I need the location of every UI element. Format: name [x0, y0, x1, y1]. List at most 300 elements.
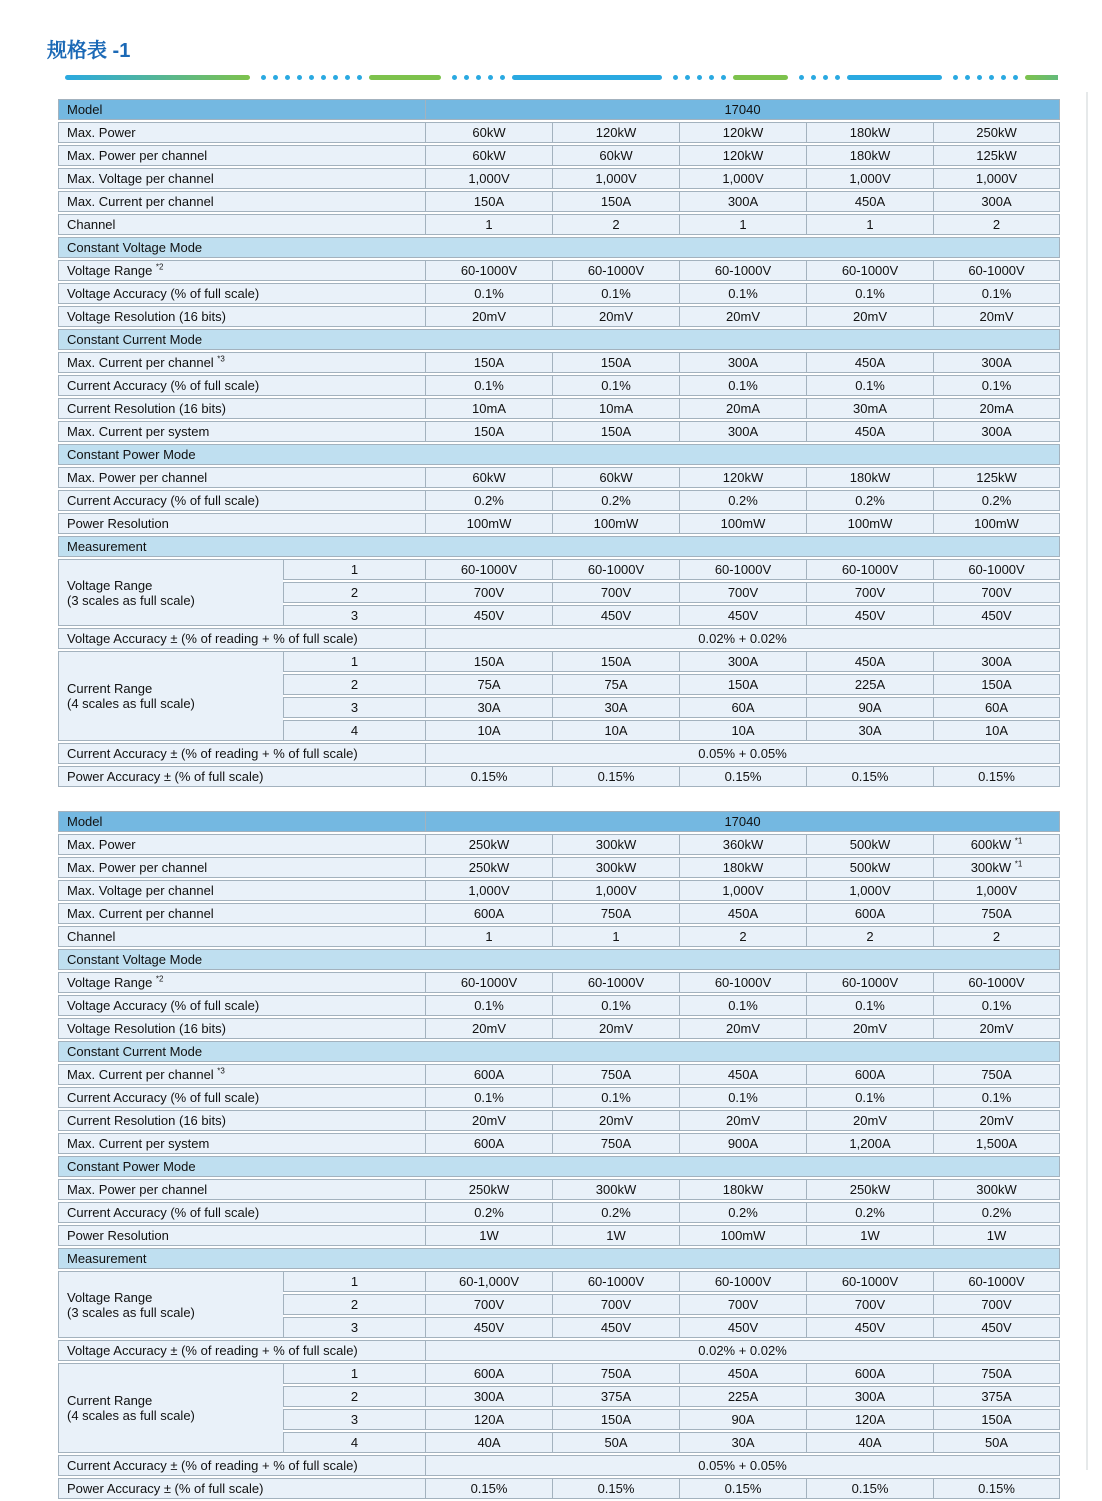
spec-value-cell: 60-1000V — [933, 559, 1060, 580]
spec-value-cell: 1,000V — [806, 880, 933, 901]
spec-value-cell: 450V — [552, 605, 679, 626]
separator-bar — [1025, 75, 1058, 80]
spec-row — [58, 513, 1060, 534]
spec-value-cell: 90A — [679, 1409, 806, 1430]
spec-value-cell: 700V — [806, 1294, 933, 1315]
spec-span-value-cell: 0.02% + 0.02% — [425, 1340, 1060, 1361]
page-right-edge — [1086, 92, 1088, 1470]
scale-index-cell: 3 — [283, 605, 425, 626]
spec-value-cell: 225A — [806, 674, 933, 695]
spec-row — [58, 1202, 1060, 1223]
spec-value-cell: 60-1000V — [552, 1271, 679, 1292]
section-title-cell: Constant Current Mode — [58, 1041, 1060, 1062]
spec-value-cell: 0.15% — [806, 1478, 933, 1499]
spec-value-cell: 1W — [552, 1225, 679, 1246]
spec-value-cell: 500kW — [806, 857, 933, 878]
spec-value-cell: 150A — [552, 651, 679, 672]
spec-value-cell: 0.2% — [425, 490, 552, 511]
spec-value-cell: 700V — [933, 582, 1060, 603]
spec-value-cell: 2 — [552, 214, 679, 235]
spec-label-cell: Power Accuracy ± (% of full scale) — [58, 766, 425, 787]
spec-value-cell: 150A — [552, 421, 679, 442]
section-header-row — [58, 237, 1060, 258]
spec-value-cell: 10A — [425, 720, 552, 741]
spec-value-cell: 20mV — [806, 1110, 933, 1131]
spec-value-cell: 0.2% — [679, 490, 806, 511]
spec-value-cell: 300A — [933, 651, 1060, 672]
separator-dot — [464, 75, 469, 80]
model-value-cell: 17040 — [425, 99, 1060, 120]
spec-row — [58, 122, 1060, 143]
spec-value-cell: 2 — [806, 926, 933, 947]
spec-value-cell: 20mV — [806, 1018, 933, 1039]
spec-row — [58, 1179, 1060, 1200]
spec-value-cell: 700V — [425, 1294, 552, 1315]
spec-value-cell: 150A — [425, 421, 552, 442]
spec-value-cell: 0.15% — [552, 766, 679, 787]
scale-index-cell: 1 — [283, 559, 425, 580]
spec-value-cell: 0.15% — [679, 1478, 806, 1499]
separator-dot — [1013, 75, 1018, 80]
spec-value-cell: 30A — [679, 1432, 806, 1453]
spec-value-cell: 60-1000V — [806, 260, 933, 281]
spec-value-cell: 700V — [679, 1294, 806, 1315]
section-header-row — [58, 1041, 1060, 1062]
spec-label-cell: Max. Current per channel — [58, 191, 425, 212]
separator-dot — [345, 75, 350, 80]
spec-value-cell: 30A — [806, 720, 933, 741]
spec-value-cell: 300A — [679, 421, 806, 442]
separator-dot — [697, 75, 702, 80]
spec-label-cell: Voltage Accuracy ± (% of reading + % of full scale) — [58, 1340, 425, 1361]
separator-dot — [273, 75, 278, 80]
spec-value-cell: 0.15% — [552, 1478, 679, 1499]
model-label-cell: Model — [58, 99, 425, 120]
spec-value-cell: 40A — [425, 1432, 552, 1453]
spec-value-cell: 450V — [806, 605, 933, 626]
spec-label-cell: Current Accuracy ± (% of reading + % of full scale) — [58, 1455, 425, 1476]
spec-value-cell: 100mW — [933, 513, 1060, 534]
spec-value-cell: 20mV — [425, 1110, 552, 1131]
spec-value-cell: 0.15% — [679, 766, 806, 787]
spec-label-cell: Current Accuracy ± (% of reading + % of full scale) — [58, 743, 425, 764]
scale-index-cell: 2 — [283, 1294, 425, 1315]
spec-label-cell: Current Resolution (16 bits) — [58, 1110, 425, 1131]
spec-value-cell: 600A — [425, 1064, 552, 1085]
spec-row — [58, 1225, 1060, 1246]
spec-row — [58, 857, 1060, 878]
spec-value-cell: 375A — [933, 1386, 1060, 1407]
spec-value-cell: 900A — [679, 1133, 806, 1154]
spec-value-cell: 0.1% — [933, 283, 1060, 304]
spec-row — [58, 972, 1060, 993]
spec-row — [58, 834, 1060, 855]
spec-label-cell: Max. Current per channel — [58, 903, 425, 924]
spec-row — [58, 995, 1060, 1016]
spec-value-cell: 150A — [933, 674, 1060, 695]
spec-row — [58, 1087, 1060, 1108]
spec-label-cell: Voltage Accuracy (% of full scale) — [58, 283, 425, 304]
spec-group-label-cell: Voltage Range (3 scales as full scale) — [58, 1271, 283, 1338]
spec-value-cell: 450V — [679, 605, 806, 626]
spec-value-cell: 450A — [679, 1064, 806, 1085]
spec-row — [58, 1478, 1060, 1499]
spec-value-cell: 0.15% — [425, 766, 552, 787]
model-value-cell: 17040 — [425, 811, 1060, 832]
spec-label-cell: Voltage Resolution (16 bits) — [58, 306, 425, 327]
spec-row — [58, 398, 1060, 419]
spec-value-cell: 20mV — [552, 306, 679, 327]
spec-value-cell: 450V — [806, 1317, 933, 1338]
spec-value-cell: 60-1,000V — [425, 1271, 552, 1292]
spec-value-cell: 0.15% — [806, 766, 933, 787]
spec-value-cell: 180kW — [806, 122, 933, 143]
model-header-row — [58, 811, 1060, 832]
scale-index-cell: 3 — [283, 697, 425, 718]
spec-value-cell: 300A — [933, 191, 1060, 212]
spec-value-cell: 250kW — [425, 1179, 552, 1200]
spec-label-cell: Max. Power — [58, 122, 425, 143]
spec-label-cell: Current Accuracy (% of full scale) — [58, 490, 425, 511]
separator-dot — [476, 75, 481, 80]
spec-value-cell: 1W — [933, 1225, 1060, 1246]
spec-value-cell: 150A — [679, 674, 806, 695]
separator-dot — [297, 75, 302, 80]
spec-value-cell: 750A — [933, 903, 1060, 924]
spec-value-cell: 700V — [679, 582, 806, 603]
spec-value-cell: 20mV — [679, 1018, 806, 1039]
spec-row — [58, 903, 1060, 924]
spec-value-cell: 1,200A — [806, 1133, 933, 1154]
spec-label-cell: Max. Current per channel $^{*3}$ — [58, 1064, 425, 1085]
spec-row — [58, 766, 1060, 787]
spec-label-cell: Max. Current per system — [58, 421, 425, 442]
spec-label-cell: Max. Power per channel — [58, 145, 425, 166]
spec-value-cell: 450V — [425, 605, 552, 626]
spec-value-cell: 20mV — [679, 306, 806, 327]
spec-value-cell: 125kW — [933, 467, 1060, 488]
spec-table-1 — [58, 97, 1060, 789]
spec-value-cell: 75A — [552, 674, 679, 695]
spec-value-cell: 60kW — [425, 122, 552, 143]
spec-value-cell: 60-1000V — [552, 972, 679, 993]
scale-index-cell: 3 — [283, 1317, 425, 1338]
spec-value-cell: 0.1% — [806, 375, 933, 396]
spec-value-cell: 600A — [425, 1133, 552, 1154]
spec-label-cell: Max. Current per system — [58, 1133, 425, 1154]
spec-value-cell: 20mV — [425, 306, 552, 327]
spec-row — [58, 375, 1060, 396]
spec-value-cell: 20mV — [425, 1018, 552, 1039]
model-header-row — [58, 99, 1060, 120]
spec-label-cell: Power Resolution — [58, 513, 425, 534]
spec-row — [58, 628, 1060, 649]
spec-value-cell: 60-1000V — [679, 972, 806, 993]
spec-value-cell: 750A — [552, 1133, 679, 1154]
spec-value-cell: 1W — [806, 1225, 933, 1246]
section-title-cell: Constant Power Mode — [58, 444, 1060, 465]
spec-value-cell: 0.2% — [806, 1202, 933, 1223]
separator-dot — [333, 75, 338, 80]
separator-bar — [847, 75, 942, 80]
spec-value-cell: 90A — [806, 697, 933, 718]
spec-value-cell: 450V — [933, 1317, 1060, 1338]
spec-subrow — [58, 1363, 1060, 1384]
separator-bar — [369, 75, 441, 80]
section-title-cell: Constant Voltage Mode — [58, 949, 1060, 970]
spec-row — [58, 880, 1060, 901]
separator-dot — [357, 75, 362, 80]
spec-value-cell: 360kW — [679, 834, 806, 855]
spec-row — [58, 145, 1060, 166]
spec-value-cell: 60A — [933, 697, 1060, 718]
spec-span-value-cell: 0.02% + 0.02% — [425, 628, 1060, 649]
spec-value-cell: 450V — [425, 1317, 552, 1338]
spec-value-cell: 150A — [425, 352, 552, 373]
spec-value-cell: 10A — [679, 720, 806, 741]
spec-value-cell: 60-1000V — [933, 1271, 1060, 1292]
spec-value-cell: 0.1% — [425, 995, 552, 1016]
spec-value-cell: 60kW — [425, 467, 552, 488]
spec-label-cell: Current Accuracy (% of full scale) — [58, 1202, 425, 1223]
spec-value-cell: 750A — [552, 903, 679, 924]
spec-value-cell: 250kW — [425, 834, 552, 855]
spec-value-cell: 600kW $^{*1}$ — [933, 834, 1060, 855]
spec-value-cell: 1,000V — [679, 880, 806, 901]
spec-table-2 — [58, 809, 1060, 1501]
page-title: 规格表 -1 — [47, 40, 131, 62]
spec-row — [58, 1018, 1060, 1039]
spec-value-cell: 0.1% — [679, 283, 806, 304]
spec-row — [58, 1110, 1060, 1131]
spec-span-value-cell: 0.05% + 0.05% — [425, 743, 1060, 764]
spec-label-cell: Power Accuracy ± (% of full scale) — [58, 1478, 425, 1499]
section-header-row — [58, 1248, 1060, 1269]
spec-value-cell: 60-1000V — [552, 260, 679, 281]
separator-dot — [261, 75, 266, 80]
spec-value-cell: 700V — [933, 1294, 1060, 1315]
spec-value-cell: 0.2% — [679, 1202, 806, 1223]
spec-value-cell: 0.2% — [806, 490, 933, 511]
spec-value-cell: 700V — [425, 582, 552, 603]
spec-value-cell: 600A — [806, 1363, 933, 1384]
spec-value-cell: 0.2% — [425, 1202, 552, 1223]
spec-value-cell: 100mW — [679, 513, 806, 534]
spec-value-cell: 180kW — [679, 857, 806, 878]
spec-value-cell: 700V — [552, 582, 679, 603]
scale-index-cell: 2 — [283, 1386, 425, 1407]
spec-value-cell: 300kW — [552, 834, 679, 855]
spec-row — [58, 306, 1060, 327]
spec-value-cell: 450A — [806, 651, 933, 672]
spec-value-cell: 120kW — [552, 122, 679, 143]
spec-value-cell: 1 — [425, 214, 552, 235]
scale-index-cell: 1 — [283, 651, 425, 672]
spec-value-cell: 20mV — [933, 1018, 1060, 1039]
spec-value-cell: 2 — [933, 214, 1060, 235]
spec-value-cell: 500kW — [806, 834, 933, 855]
spec-value-cell: 60-1000V — [933, 260, 1060, 281]
spec-value-cell: 50A — [933, 1432, 1060, 1453]
spec-label-cell: Channel — [58, 214, 425, 235]
spec-value-cell: 60kW — [552, 467, 679, 488]
spec-value-cell: 300A — [933, 421, 1060, 442]
spec-value-cell: 0.1% — [679, 375, 806, 396]
spec-value-cell: 0.15% — [933, 766, 1060, 787]
spec-value-cell: 0.15% — [933, 1478, 1060, 1499]
spec-label-cell: Current Resolution (16 bits) — [58, 398, 425, 419]
spec-value-cell: 450A — [679, 903, 806, 924]
spec-value-cell: 0.1% — [552, 995, 679, 1016]
scale-index-cell: 4 — [283, 720, 425, 741]
spec-value-cell: 30A — [552, 697, 679, 718]
spec-value-cell: 125kW — [933, 145, 1060, 166]
spec-value-cell: 300kW — [933, 1179, 1060, 1200]
spec-row — [58, 490, 1060, 511]
spec-value-cell: 180kW — [806, 467, 933, 488]
spec-label-cell: Max. Voltage per channel — [58, 168, 425, 189]
spec-value-cell: 300A — [679, 651, 806, 672]
spec-value-cell: 20mV — [679, 1110, 806, 1131]
scale-index-cell: 2 — [283, 674, 425, 695]
spec-value-cell: 0.1% — [425, 375, 552, 396]
spec-value-cell: 0.1% — [552, 375, 679, 396]
spec-label-cell: Max. Power — [58, 834, 425, 855]
spec-row — [58, 421, 1060, 442]
spec-value-cell: 150A — [552, 352, 679, 373]
separator-dot — [953, 75, 958, 80]
spec-value-cell: 20mV — [933, 306, 1060, 327]
separator-dot — [500, 75, 505, 80]
scale-index-cell: 1 — [283, 1271, 425, 1292]
spec-value-cell: 225A — [679, 1386, 806, 1407]
spec-value-cell: 0.2% — [552, 1202, 679, 1223]
spec-label-cell: Voltage Accuracy (% of full scale) — [58, 995, 425, 1016]
spec-value-cell: 0.1% — [552, 283, 679, 304]
spec-row — [58, 283, 1060, 304]
spec-value-cell: 60A — [679, 697, 806, 718]
spec-value-cell: 450A — [806, 191, 933, 212]
spec-row — [58, 467, 1060, 488]
spec-value-cell: 75A — [425, 674, 552, 695]
section-title-cell: Measurement — [58, 536, 1060, 557]
spec-value-cell: 120A — [806, 1409, 933, 1430]
spec-value-cell: 60-1000V — [425, 972, 552, 993]
separator-bar — [733, 75, 788, 80]
spec-value-cell: 60-1000V — [806, 559, 933, 580]
spec-value-cell: 10mA — [425, 398, 552, 419]
spec-value-cell: 750A — [552, 1363, 679, 1384]
spec-value-cell: 600A — [806, 903, 933, 924]
spec-value-cell: 0.1% — [806, 283, 933, 304]
spec-value-cell: 20mA — [933, 398, 1060, 419]
spec-row — [58, 1455, 1060, 1476]
scale-index-cell: 4 — [283, 1432, 425, 1453]
spec-value-cell: 60-1000V — [425, 559, 552, 580]
spec-value-cell: 20mV — [552, 1110, 679, 1131]
spec-value-cell: 2 — [933, 926, 1060, 947]
spec-value-cell: 60kW — [425, 145, 552, 166]
spec-value-cell: 1,000V — [679, 168, 806, 189]
spec-value-cell: 300A — [933, 352, 1060, 373]
separator-dot — [285, 75, 290, 80]
spec-value-cell: 0.1% — [679, 995, 806, 1016]
spec-value-cell: 60-1000V — [425, 260, 552, 281]
spec-value-cell: 20mA — [679, 398, 806, 419]
spec-row — [58, 1064, 1060, 1085]
scale-index-cell: 1 — [283, 1363, 425, 1384]
spec-value-cell: 60-1000V — [679, 260, 806, 281]
spec-value-cell: 60-1000V — [806, 1271, 933, 1292]
spec-value-cell: 150A — [552, 1409, 679, 1430]
spec-value-cell: 120A — [425, 1409, 552, 1430]
spec-group-label-cell: Current Range (4 scales as full scale) — [58, 1363, 283, 1453]
spec-value-cell: 300kW — [552, 1179, 679, 1200]
spec-value-cell: 50A — [552, 1432, 679, 1453]
spec-value-cell: 30mA — [806, 398, 933, 419]
spec-value-cell: 1,000V — [933, 880, 1060, 901]
spec-value-cell: 1 — [806, 214, 933, 235]
spec-subrow — [58, 559, 1060, 580]
scale-index-cell: 3 — [283, 1409, 425, 1430]
spec-subrow — [58, 651, 1060, 672]
separator-dot — [799, 75, 804, 80]
spec-label-cell: Current Accuracy (% of full scale) — [58, 375, 425, 396]
separator-dot — [1001, 75, 1006, 80]
spec-value-cell: 450A — [806, 352, 933, 373]
section-header-row — [58, 536, 1060, 557]
separator-dot — [965, 75, 970, 80]
spec-value-cell: 60-1000V — [679, 559, 806, 580]
separator-dot — [709, 75, 714, 80]
spec-value-cell: 250kW — [425, 857, 552, 878]
spec-value-cell: 0.2% — [933, 490, 1060, 511]
spec-value-cell: 300kW — [552, 857, 679, 878]
spec-value-cell: 30A — [425, 697, 552, 718]
spec-label-cell: Voltage Resolution (16 bits) — [58, 1018, 425, 1039]
spec-label-cell: Max. Power per channel — [58, 857, 425, 878]
spec-value-cell: 600A — [425, 903, 552, 924]
separator-dot — [823, 75, 828, 80]
spec-value-cell: 2 — [679, 926, 806, 947]
spec-value-cell: 60-1000V — [933, 972, 1060, 993]
spec-value-cell: 20mV — [806, 306, 933, 327]
separator-dot — [989, 75, 994, 80]
separator-dot — [685, 75, 690, 80]
spec-value-cell: 0.1% — [679, 1087, 806, 1108]
spec-row — [58, 926, 1060, 947]
spec-value-cell: 150A — [552, 191, 679, 212]
decorative-separator-line — [65, 74, 1058, 80]
spec-label-cell: Max. Voltage per channel — [58, 880, 425, 901]
spec-value-cell: 300kW $^{*1}$ — [933, 857, 1060, 878]
spec-value-cell: 100mW — [552, 513, 679, 534]
spec-value-cell: 750A — [933, 1363, 1060, 1384]
separator-dot — [835, 75, 840, 80]
spec-value-cell: 300A — [679, 191, 806, 212]
spec-value-cell: 375A — [552, 1386, 679, 1407]
spec-value-cell: 250kW — [933, 122, 1060, 143]
section-header-row — [58, 329, 1060, 350]
separator-bar — [512, 75, 662, 80]
spec-value-cell: 40A — [806, 1432, 933, 1453]
spec-value-cell: 120kW — [679, 145, 806, 166]
spec-value-cell: 1,000V — [552, 880, 679, 901]
spec-value-cell: 180kW — [806, 145, 933, 166]
spec-value-cell: 180kW — [679, 1179, 806, 1200]
spec-value-cell: 0.1% — [425, 1087, 552, 1108]
spec-value-cell: 0.1% — [425, 283, 552, 304]
